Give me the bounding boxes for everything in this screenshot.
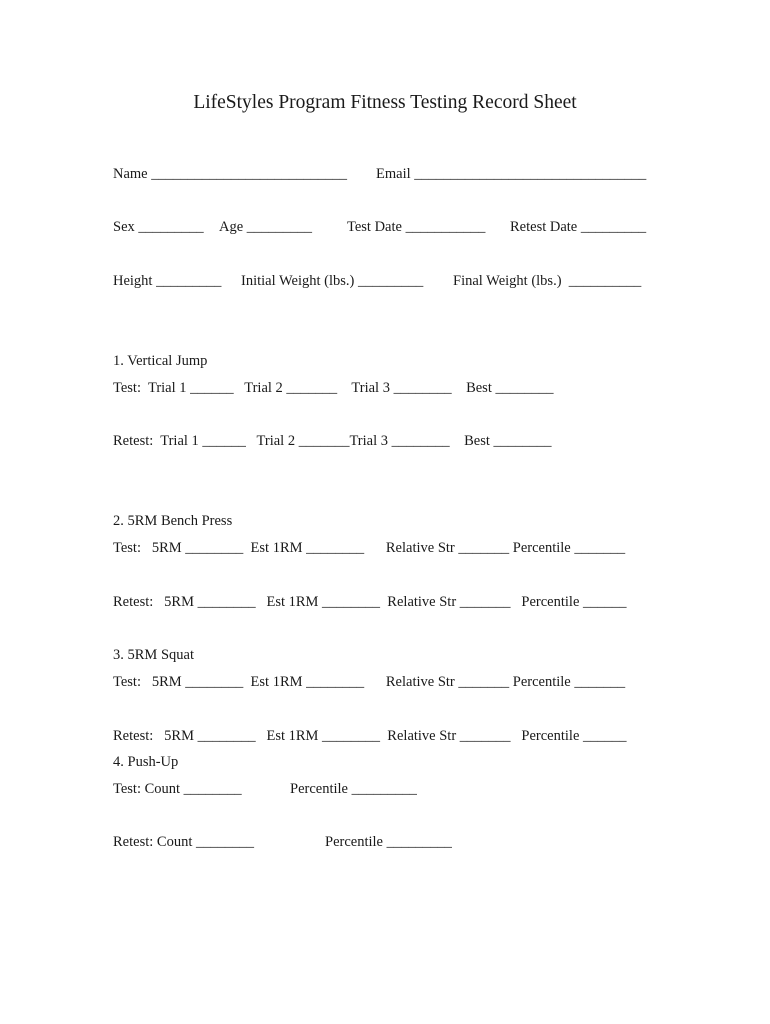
page-title: LifeStyles Program Fitness Testing Record Sheet	[193, 92, 577, 113]
bench-press-retest-row: Retest: 5RM ________ Est 1RM ________ Relative Str _______ Percentile ______	[113, 594, 627, 610]
final-weight-field: Final Weight (lbs.) __________	[453, 273, 642, 289]
email-field: Email ________________________________	[376, 166, 647, 182]
push-up-retest-percentile: Percentile _________	[325, 834, 452, 850]
push-up-test-count: Test: Count ________	[113, 781, 242, 797]
test-date-field: Test Date ___________	[347, 219, 486, 235]
vertical-jump-heading: 1. Vertical Jump	[113, 353, 208, 369]
name-field: Name ___________________________	[113, 166, 347, 182]
bench-press-heading: 2. 5RM Bench Press	[113, 513, 233, 529]
push-up-heading: 4. Push-Up	[113, 754, 179, 770]
push-up-test-percentile: Percentile _________	[290, 781, 417, 797]
vertical-jump-test-row: Test: Trial 1 ______ Trial 2 _______ Trial 3 ________ Best ________	[113, 380, 554, 396]
bench-press-test-row: Test: 5RM ________ Est 1RM ________ Relative Str _______ Percentile _______	[113, 540, 626, 556]
initial-weight-field: Initial Weight (lbs.) _________	[241, 273, 424, 289]
push-up-retest-count: Retest: Count ________	[113, 834, 254, 850]
squat-test-row: Test: 5RM ________ Est 1RM ________ Relative Str _______ Percentile _______	[113, 674, 626, 690]
age-field: Age _________	[219, 219, 313, 235]
vertical-jump-retest-row: Retest: Trial 1 ______ Trial 2 _______Trial 3 ________ Best ________	[113, 433, 552, 449]
squat-heading: 3. 5RM Squat	[113, 647, 194, 663]
squat-retest-row: Retest: 5RM ________ Est 1RM ________ Relative Str _______ Percentile ______	[113, 728, 627, 744]
retest-date-field: Retest Date _________	[510, 219, 647, 235]
sex-field: Sex _________	[113, 219, 204, 235]
height-field: Height _________	[113, 273, 222, 289]
